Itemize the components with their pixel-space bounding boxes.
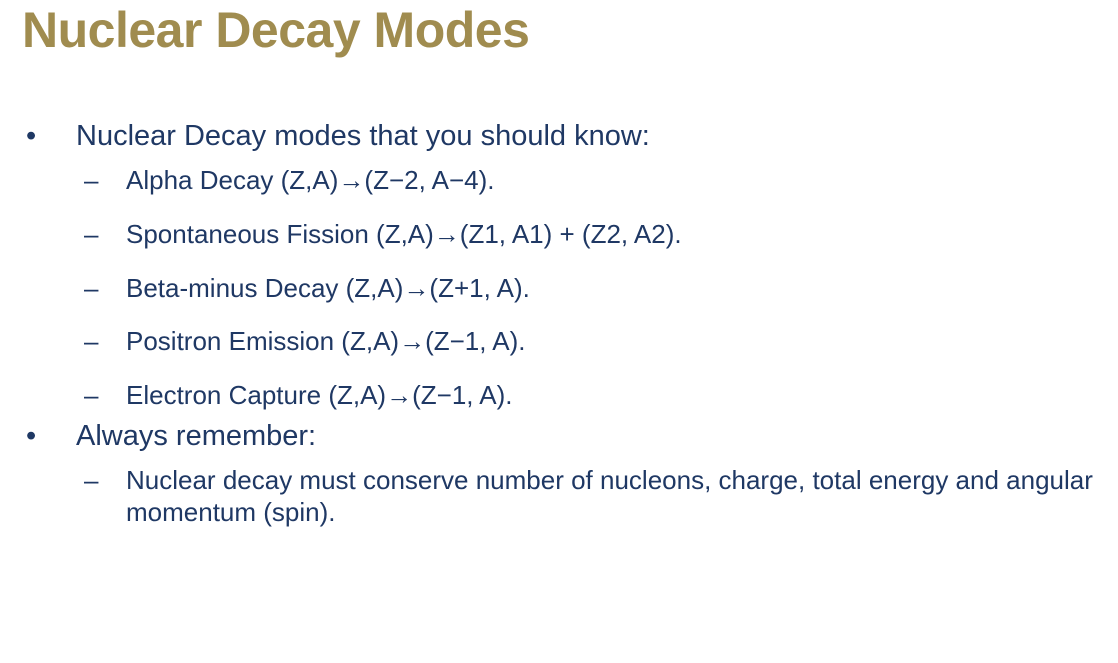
bullet-dash-icon: –	[84, 272, 99, 303]
bullet-dash-icon: –	[84, 326, 99, 357]
list-item	[76, 219, 1118, 251]
page-title: Nuclear Decay Modes	[22, 2, 530, 58]
bullet-text: Electron Capture (Z,A)→(Z−1, A).	[126, 379, 513, 410]
bullet-dot-icon: •	[26, 419, 37, 452]
bullet-text: Always remember:	[76, 419, 317, 452]
bullet-list-level2	[76, 165, 1118, 412]
list-item	[76, 165, 1118, 197]
list-item	[76, 465, 1118, 528]
bullet-dash-icon: –	[84, 379, 99, 410]
list-item	[76, 380, 1118, 412]
list-item	[76, 326, 1118, 358]
bullet-text: Alpha Decay (Z,A)→(Z−2, A−4).	[126, 165, 495, 196]
bullet-text: Nuclear decay must conserve number of nucleons, charge, total energy and angular momentum (spin).	[126, 464, 1093, 527]
bullet-dash-icon: –	[84, 165, 99, 196]
bullet-dash-icon: –	[84, 218, 99, 249]
bullet-dash-icon: –	[84, 464, 99, 495]
slide-body	[0, 118, 1118, 534]
bullet-text: Spontaneous Fission (Z,A)→(Z1, A1) + (Z2, A2).	[126, 218, 682, 249]
bullet-text: Positron Emission (Z,A)→(Z−1, A).	[126, 326, 526, 357]
list-item	[0, 118, 1118, 412]
list-item	[76, 273, 1118, 305]
bullet-list-level1	[0, 118, 1118, 528]
bullet-text: Beta-minus Decay (Z,A)→(Z+1, A).	[126, 272, 530, 303]
bullet-text: Nuclear Decay modes that you should know:	[76, 120, 650, 152]
list-item	[0, 418, 1118, 529]
bullet-list-level2	[76, 465, 1118, 528]
bullet-dot-icon: •	[26, 120, 37, 152]
